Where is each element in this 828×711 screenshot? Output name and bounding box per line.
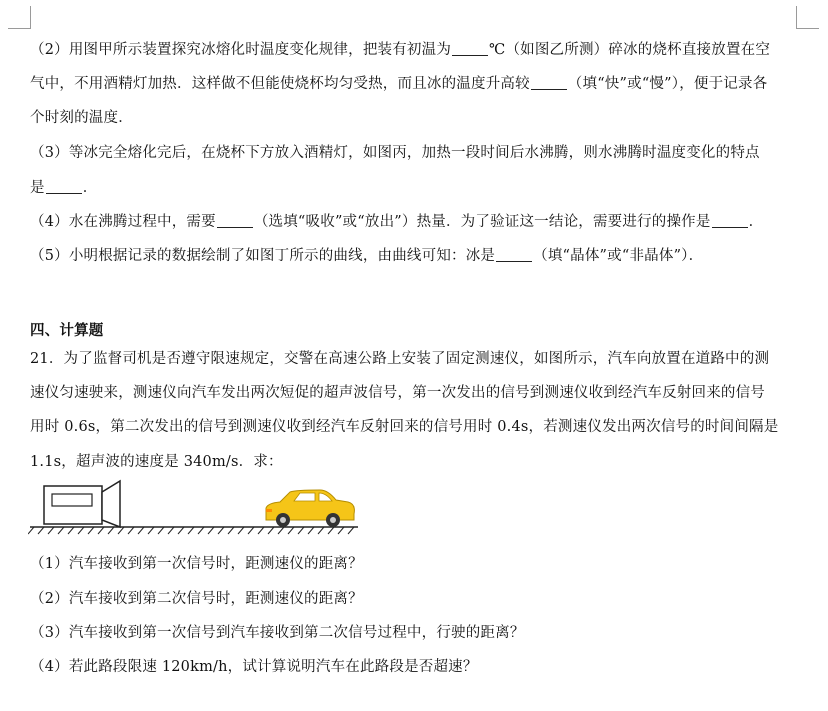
answer-blank[interactable] [712,213,748,228]
q5-line [30,244,703,265]
q21-sub-3: （3）汽车接收到第一次信号到汽车接收到第二次信号过程中，行驶的距离？ [30,625,525,641]
answer-blank[interactable] [452,41,488,56]
crop-mark-top-right [796,6,819,28]
answer-blank[interactable] [496,247,532,262]
q2-line-2 [30,72,767,93]
q2-text-1a: （2）用图甲所示装置探究冰熔化时温度变化规律，把装有初温为 [30,42,452,58]
road [28,527,358,534]
car [266,490,354,527]
q4-text-a: （4）水在沸腾过程中，需要 [30,214,216,230]
q3-text-2a: 是 [30,180,45,196]
q3-text-2b: ． [82,180,98,196]
q2-line-1 [30,38,770,59]
section-heading: 四、计算题 [30,322,104,339]
q4-text-b: （选填“吸收”或“放出”）热量．为了验证这一结论，需要进行的操作是 [253,214,711,230]
q2-text-3: 个时刻的温度． [30,110,133,126]
answer-blank[interactable] [46,179,82,194]
q21-line-4: 1.1s，超声波的速度是 340m/s．求： [30,454,283,470]
q21-sub-2: （2）汽车接收到第二次信号时，距测速仪的距离？ [30,591,363,607]
q2-line-3 [30,106,133,127]
q5-text-b: （填“晶体”或“非晶体”）． [533,248,704,264]
q21-line-3: 用时 0.6s，第二次发出的信号到测速仪收到经汽车反射回来的信号用时 0.4s，若测速仪发出两次信号的时间间隔是 [30,419,779,435]
q3-text-1: （3）等冰完全熔化完后，在烧杯下方放入酒精灯，如图丙，加热一段时间后水沸腾，则水沸腾时温度变化的特点 [30,145,760,161]
crop-mark-top-left [8,6,31,28]
q2-text-2b: （填“快”或“慢”），便于记录各 [567,76,768,92]
q2-text-1b: ℃（如图乙所测）碎冰的烧杯直接放置在空 [489,42,771,58]
answer-blank[interactable] [531,75,567,90]
speed-camera [44,481,120,527]
q21-sub-4: （4）若此路段限速 120km/h，试计算说明汽车在此路段是否超速？ [30,659,478,675]
q21-line-2: 速仪匀速驶来，测速仪向汽车发出两次短促的超声波信号，第一次发出的信号到测速仪收到经汽车反射回来的信号 [30,385,765,401]
q21-line-1: 21．为了监督司机是否遵守限速规定，交警在高速公路上安装了固定测速仪，如图所示，汽车向放置在道路中的测 [30,351,770,367]
q21-sub-1: （1）汽车接收到第一次信号时，距测速仪的距离？ [30,556,363,572]
q5-text-a: （5）小明根据记录的数据绘制了如图丁所示的曲线，由曲线可知：冰是 [30,248,496,264]
q3-line-2 [30,176,97,197]
answer-blank[interactable] [217,213,253,228]
q4-line [30,210,763,231]
q2-text-2a: 气中，不用酒精灯加热．这样做不但能使烧杯均匀受热，而且冰的温度升高较 [30,76,530,92]
q4-text-c: ． [748,214,764,230]
q3-line-1 [30,141,760,162]
speed-camera-figure [28,478,368,538]
